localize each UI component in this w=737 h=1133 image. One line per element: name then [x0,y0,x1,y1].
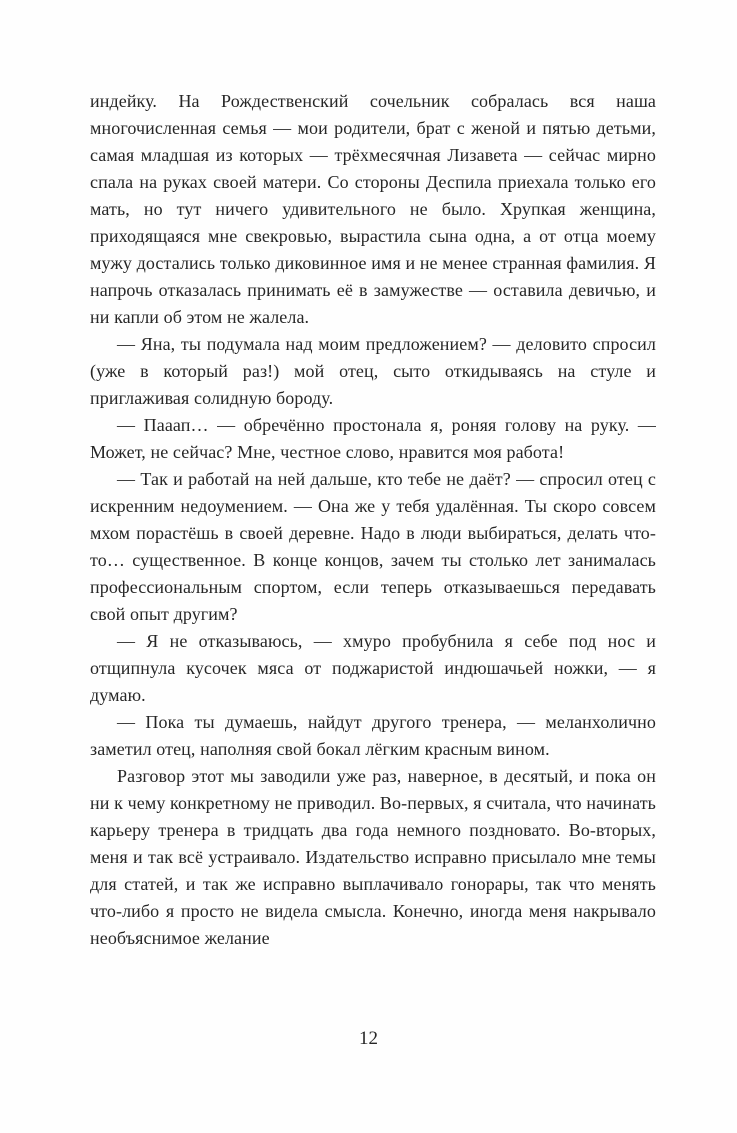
text-block [90,88,656,952]
paragraph: Разговор этот мы заводили уже раз, наверное, в десятый, и пока он ни к чему конкретному не приводил. Во-первых, я считала, что начинать карьеру тренера в тридцать два года немного поздновато. Во-вторых, меня и так всё устраивало. Издательство исправно присылало мне темы для статей, и так же исправно выплачивало гонорары, так что менять что-либо я просто не видела смысла. Конечно, иногда меня накрывало необъяснимое желание [90,766,656,948]
paragraph: — Так и работай на ней дальше, кто тебе не даёт? — спросил отец с искренним недоумением. — Она же у тебя удалённая. Ты скоро совсем мхом порастёшь в своей деревне. Надо в люди выбираться, делать что-то… существенное. В конце концов, зачем ты столько лет занималась профессиональным спортом, если теперь отказываешься передавать свой опыт другим? [90,469,656,624]
paragraph: индейку. На Рождественский сочельник собралась вся наша многочисленная семья — мои родители, брат с женой и пятью детьми, самая младшая из которых — трёхмесячная Лизавета — сейчас мирно спала на руках своей матери. Со стороны Деспила приехала только его мать, но тут ничего удивительного не было. Хрупкая женщина, приходящаяся мне свекровью, вырастила сына одна, а от отца моему мужу достались только диковинное имя и не менее странная фамилия. Я напрочь отказалась принимать её в замужестве — оставила девичью, и ни капли об этом не жалела. [90,91,656,327]
paragraph: — Я не отказываюсь, — хмуро пробубнила я себе под нос и отщипнула кусочек мяса от поджаристой индюшачьей ножки, — я думаю. [90,631,656,705]
paragraph: — Пааап… — обречённо простонала я, роняя голову на руку. — Может, не сейчас? Мне, честное слово, нравится моя работа! [90,415,656,462]
paragraph: — Пока ты думаешь, найдут другого тренера, — меланхолично заметил отец, наполняя свой бокал лёгким красным вином. [90,712,656,759]
page-number: 12 [359,1028,378,1049]
paragraph: — Яна, ты подумала над моим предложением? — деловито спросил (уже в который раз!) мой отец, сыто откидываясь на стуле и приглаживая солидную бороду. [90,334,656,408]
